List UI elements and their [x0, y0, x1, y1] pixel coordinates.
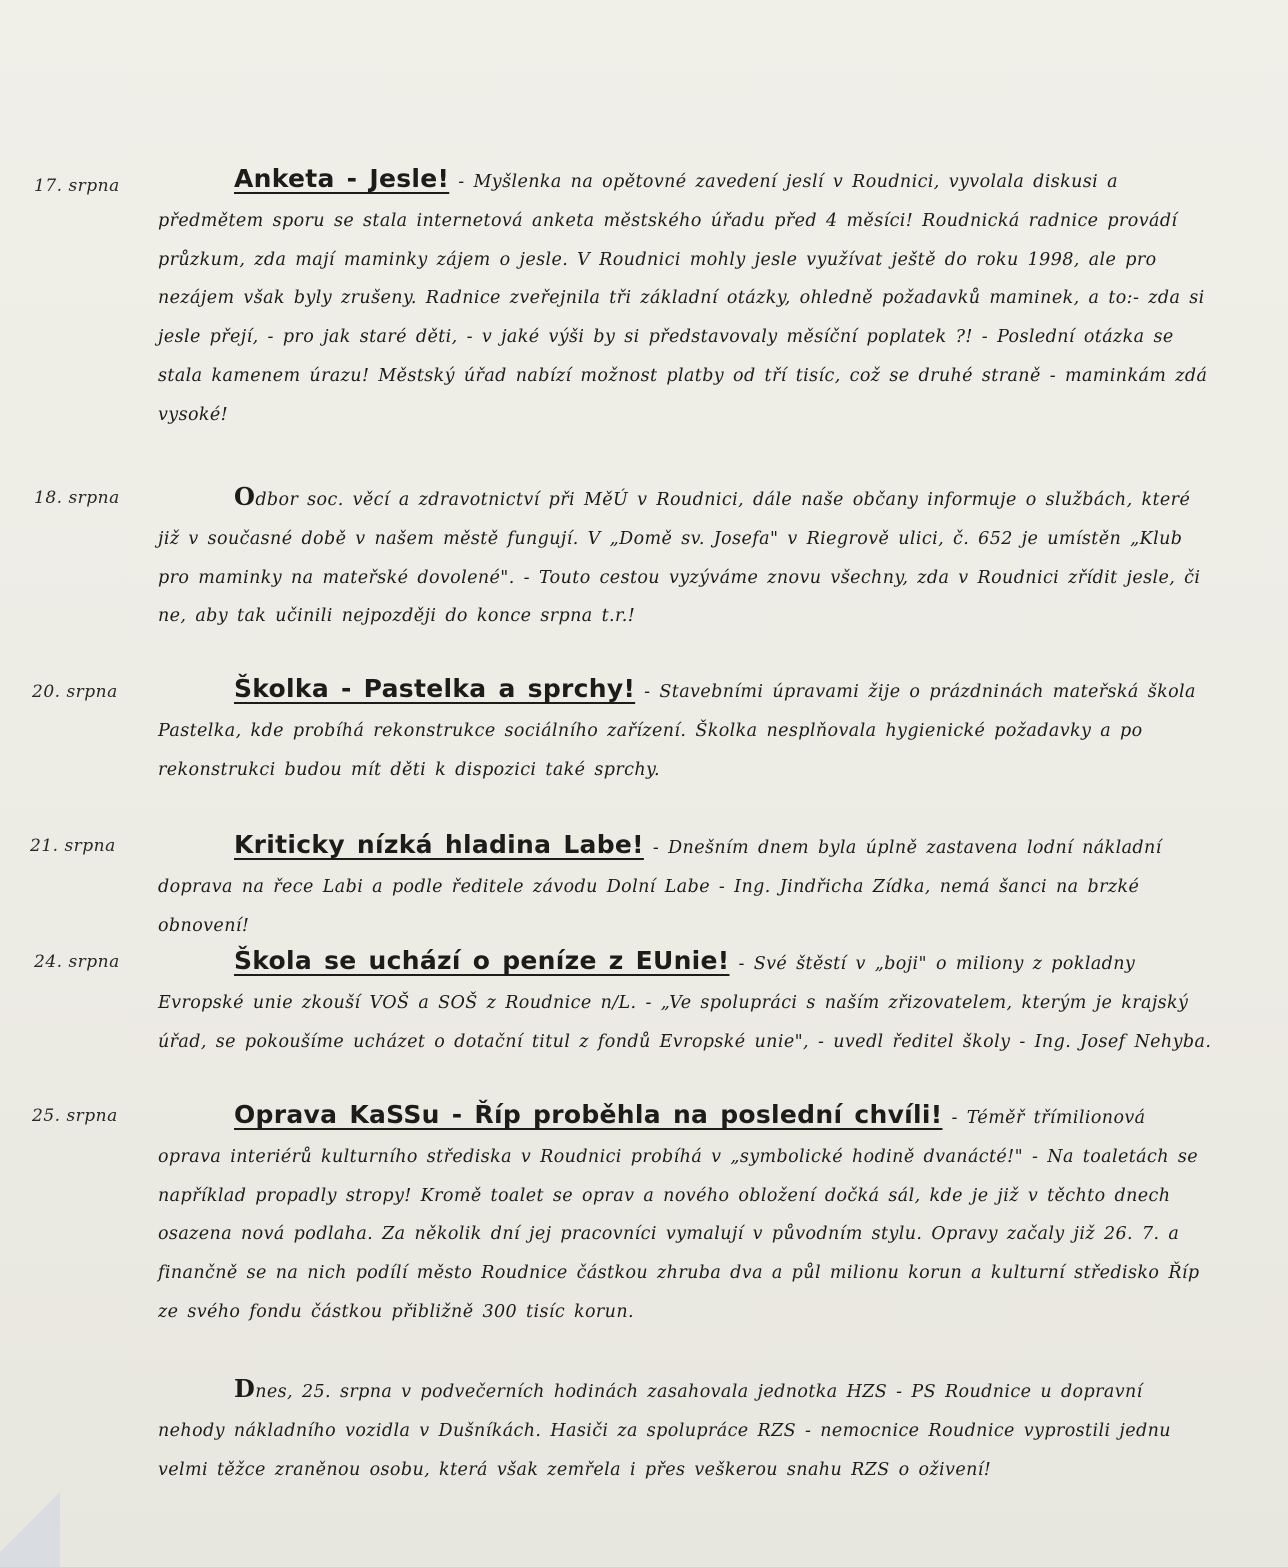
entry-skolka [158, 670, 1216, 789]
entry-date: 21. srpna [30, 836, 116, 856]
entry-date: 20. srpna [32, 682, 118, 702]
entry-headline: Škola se uchází o peníze z EUnie! [234, 946, 730, 975]
entry-headline: Kriticky nízká hladina Labe! [234, 830, 644, 859]
entry-text: - Stavebními úpravami žije o prázdninách mateřská škola Pastelka, kde probíhá rekonstrukce sociálního zařízení. Školka nesplňovala hygienické požadavky a po rekonstrukci budou mít děti k dispozici také sprchy. [158, 682, 1196, 780]
entry-date: 17. srpna [34, 176, 120, 196]
entry-headline: Školka - Pastelka a sprchy! [234, 674, 636, 703]
entry-date: 25. srpna [32, 1106, 118, 1126]
entry-text: - Dnešním dnem byla úplně zastavena lodní nákladní doprava na řece Labi a podle ředitele závodu Dolní Labe - Ing. Jindřicha Zídka, nemá šanci na brzké obnovení! [158, 838, 1162, 936]
page-corner [0, 1477, 60, 1567]
entry-date: 24. srpna [34, 952, 120, 972]
entry-headline: Oprava KaSSu - Říp proběhla na poslední chvíli! [234, 1100, 943, 1129]
entry-jesle [158, 160, 1216, 435]
entry-text: - Myšlenka na opětovné zavedení jeslí v Roudnici, vyvolala diskusi a předmětem sporu se stala internetová anketa městského úřadu před 4 měsíci! Roudnická radnice provádí průzkum, zda mají maminky zájem o jesle. V Roudnici mohly jesle využívat ještě do roku 1998, ale pro nezájem však byly zrušeny. Radnice zveřejnila tři základní otázky, ohledně požadavků maminek, a to:- zda si jesle přejí, - pro jak staré děti, - v jaké výši by si představovaly měsíční poplatek ?! - Poslední otázka se stala kamenem úrazu! Městský úřad nabízí možnost platby od tří tisíc, což se druhé straně - maminkám zdá vysoké! [158, 172, 1208, 425]
entry-odbor [158, 478, 1216, 636]
entry-kassu [158, 1096, 1216, 1332]
entry-text: nes, 25. srpna v podvečerních hodinách zasahovala jednotka HZS - PS Roudnice u dopravní nehody nákladního vozidla v Dušníkách. Hasiči za spolupráce RZS - nemocnice Roudnice vyprostili jednu velmi těžce zraněnou osobu, která však zemřela i přes veškerou snahu RZS o oživení! [158, 1382, 1171, 1480]
entry-date: 18. srpna [34, 488, 120, 508]
entry-text: dbor soc. věcí a zdravotnictví při MěÚ v Roudnici, dále naše občany informuje o službách, které již v současné době v našem městě fungují. V „Domě sv. Josefa" v Riegrově ulici, č. 652 je umístěn „Klub pro maminky na mateřské dovolené". - Touto cestou vyzýváme znovu všechny, zda v Roudnici zřídit jesle, či ne, aby tak učinili nejpozději do konce srpna t.r.! [158, 490, 1201, 627]
entry-labe [158, 826, 1216, 945]
entry-skola [158, 942, 1216, 1061]
entry-headline: Anketa - Jesle! [234, 164, 450, 193]
entry-text: - Své štěstí v „boji" o miliony z pokladny Evropské unie zkouší VOŠ a SOŠ z Roudnice n/L. - „Ve spolupráci s naším zřizovatelem, kterým je krajský úřad, se pokoušíme ucházet o dotační titul z fondů Evropské unie", - uvedl ředitel školy - Ing. Josef Nehyba. [158, 954, 1212, 1052]
entry-initial: D [234, 1374, 256, 1403]
entry-text: - Téměř třímilionová oprava interiérů kulturního střediska v Roudnici probíhá v „symbolické hodině dvanácté!" - Na toaletách se například propadly stropy! Kromě toalet se oprav a nového obložení dočká sál, kde je již v těchto dnech osazena nová podlaha. Za několik dní jej pracovníci vymalují v původním stylu. Opravy začaly již 26. 7. a finančně se na nich podílí město Roudnice částkou zhruba dva a půl milionu korun a kulturní středisko Říp ze svého fondu částkou přibližně 300 tisíc korun. [158, 1108, 1200, 1322]
entry-nehoda [158, 1370, 1216, 1489]
entry-initial: O [234, 482, 256, 511]
